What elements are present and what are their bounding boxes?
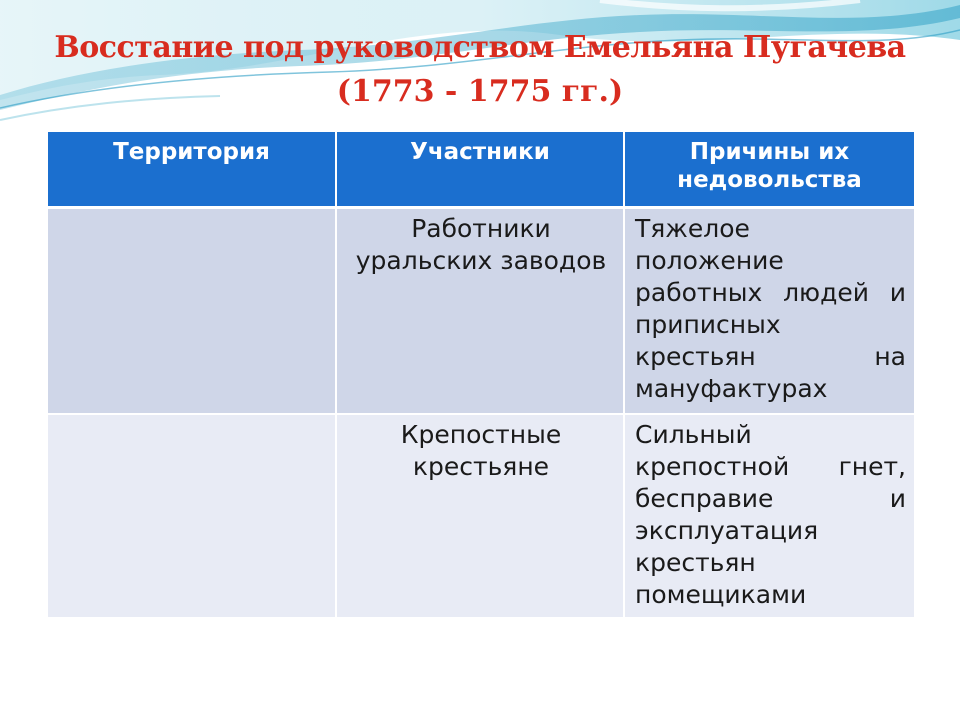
cell-reasons: Тяжелое положение работных людей и приписных крестьян на мануфактурах: [624, 208, 914, 415]
table-header-row: [48, 132, 914, 208]
header-territory: Территория: [48, 132, 336, 208]
header-reasons: Причины их недовольства: [624, 132, 914, 208]
cell-participants: Крепостные крестьяне: [336, 414, 624, 618]
cell-territory: [48, 208, 336, 415]
cell-territory: [48, 414, 336, 618]
slide-title: [0, 26, 960, 114]
table-row: [48, 208, 914, 415]
header-participants: Участники: [336, 132, 624, 208]
cell-participants: Работники уральских заводов: [336, 208, 624, 415]
cell-reasons: Сильный крепостной гнет, бесправие и эксплуатация крестьян помещиками: [624, 414, 914, 618]
table-row: [48, 414, 914, 618]
uprising-table: [48, 132, 914, 619]
title-main: Восстание под руководством Емельяна Пугачева: [54, 30, 906, 65]
title-years: (1773 - 1775 гг.): [336, 74, 624, 109]
